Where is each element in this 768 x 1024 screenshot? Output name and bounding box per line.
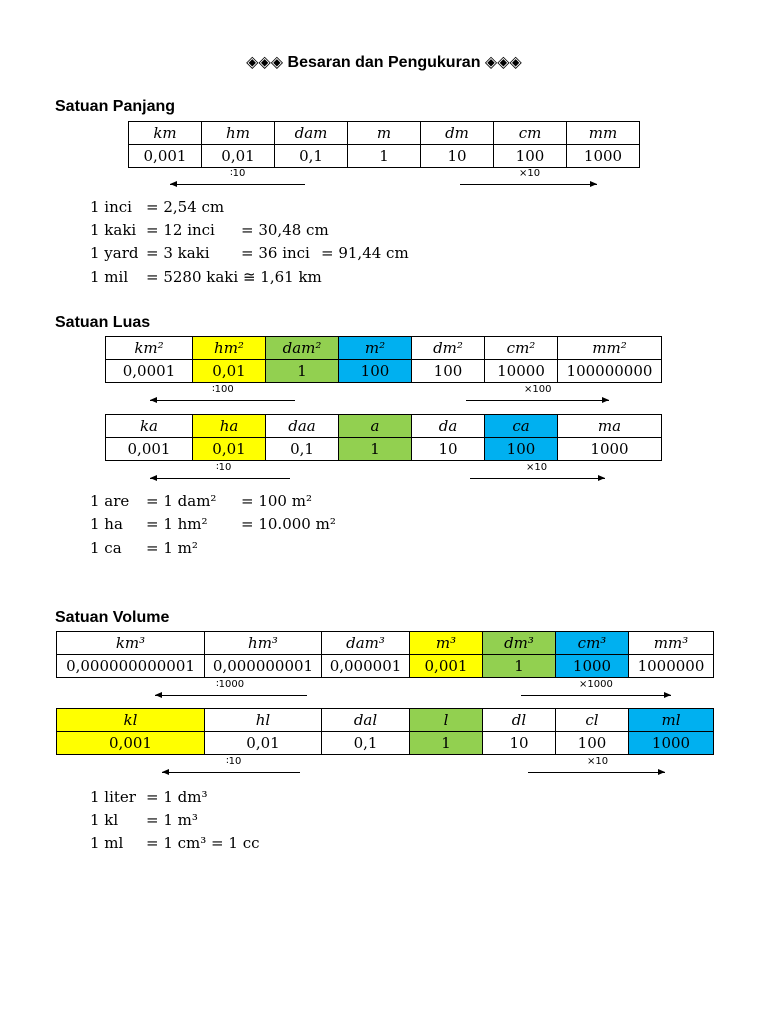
equation-line: 1 mil [90,268,129,286]
right-arrow-icon [521,695,671,696]
heading-satuan-panjang: Satuan Panjang [55,98,176,115]
value-cell: 1000000 [629,655,714,678]
value-cell: 0,000000001 [205,655,322,678]
equation-line: = 2,54 cm [146,198,225,216]
right-arrow-icon [460,184,597,185]
equation-line: 1 kaki [90,221,137,239]
value-cell: 100 [485,438,558,461]
value-cell: 1 [266,360,339,383]
table-satuan-volume-1 [56,631,714,678]
equation-line: = 10.000 m² [241,515,336,533]
unit-cell: cl [556,709,629,732]
divide-note: ∶1000 [216,679,245,690]
value-cell: 0,1 [266,438,339,461]
unit-cell: hl [205,709,322,732]
multiply-note: ×100 [524,384,552,395]
right-arrow-icon [528,772,665,773]
value-cell: 0,1 [275,145,348,168]
value-cell: 0,001 [410,655,483,678]
left-arrow-icon [155,695,307,696]
value-cell: 0,01 [193,438,266,461]
unit-cell: km [129,122,202,145]
equation-line: 1 inci [90,198,132,216]
value-cell: 10 [421,145,494,168]
table-satuan-luas-2 [105,414,662,461]
value-cell: 1000 [558,438,662,461]
unit-cell: cm³ [556,632,629,655]
left-arrow-icon [170,184,305,185]
unit-cell: m [348,122,421,145]
left-arrow-icon [162,772,300,773]
unit-cell: dm² [412,337,485,360]
unit-cell: ca [485,415,558,438]
value-cell: 0,01 [193,360,266,383]
value-cell: 100000000 [558,360,662,383]
value-cell: 1 [410,732,483,755]
unit-cell: cm [494,122,567,145]
value-cell: 1000 [567,145,640,168]
table-satuan-panjang [128,121,640,168]
value-cell: 0,001 [129,145,202,168]
value-cell: 10 [483,732,556,755]
equation-line: 1 ha [90,515,123,533]
value-cell: 0,001 [57,732,205,755]
unit-cell: mm [567,122,640,145]
unit-cell: dam² [266,337,339,360]
equation-line: = 12 inci [146,221,215,239]
unit-cell: ma [558,415,662,438]
equation-line: = 1 dm³ [146,788,208,806]
equation-line: = 3 kaki [146,244,210,262]
unit-cell: m² [339,337,412,360]
unit-cell: a [339,415,412,438]
unit-cell: m³ [410,632,483,655]
value-cell: 1 [348,145,421,168]
unit-cell: dam [275,122,348,145]
equation-line: 1 ml [90,834,124,852]
divide-note: ∶10 [226,756,242,767]
divide-note: ∶10 [230,168,246,179]
unit-cell: ka [106,415,193,438]
unit-cell: dl [483,709,556,732]
equation-line: = 91,44 cm [321,244,409,262]
equation-line: = 1 cm³ = 1 cc [146,834,260,852]
equation-line: = 36 inci [241,244,310,262]
unit-cell: ha [193,415,266,438]
table-satuan-luas-1 [105,336,662,383]
unit-cell: hm² [193,337,266,360]
value-cell: 0,01 [205,732,322,755]
value-cell: 100 [412,360,485,383]
equation-line: 1 kl [90,811,119,829]
unit-cell: km² [106,337,193,360]
value-cell: 100 [556,732,629,755]
value-cell: 0,1 [322,732,410,755]
unit-cell: mm² [558,337,662,360]
unit-cell: l [410,709,483,732]
value-cell: 0,000000000001 [57,655,205,678]
multiply-note: ×10 [519,168,541,179]
value-cell: 1000 [556,655,629,678]
value-cell: 1 [339,438,412,461]
unit-cell: hm [202,122,275,145]
left-arrow-icon [150,400,295,401]
value-cell: 0,000001 [322,655,410,678]
equation-line: 1 liter [90,788,136,806]
unit-cell: dm³ [483,632,556,655]
unit-cell: dam³ [322,632,410,655]
equation-line: 1 ca [90,539,122,557]
value-cell: 10 [412,438,485,461]
heading-satuan-volume: Satuan Volume [55,609,170,626]
value-cell: 0,0001 [106,360,193,383]
heading-satuan-luas: Satuan Luas [55,314,151,331]
unit-cell: km³ [57,632,205,655]
equation-line: = 30,48 cm [241,221,329,239]
value-cell: 100 [339,360,412,383]
unit-cell: hm³ [205,632,322,655]
unit-cell: dal [322,709,410,732]
value-cell: 1 [483,655,556,678]
value-cell: 0,01 [202,145,275,168]
divide-note: ∶10 [216,462,232,473]
value-cell: 0,001 [106,438,193,461]
value-cell: 1000 [629,732,714,755]
unit-cell: kl [57,709,205,732]
equation-line: 1 are [90,492,130,510]
page-title: ◈◈◈ Besaran dan Pengukuran ◈◈◈ [246,54,522,71]
multiply-note: ×1000 [579,679,613,690]
table-satuan-volume-2 [56,708,714,755]
divide-note: ∶100 [212,384,234,395]
unit-cell: mm³ [629,632,714,655]
multiply-note: ×10 [526,462,548,473]
equation-line: = 1 m³ [146,811,198,829]
value-cell: 10000 [485,360,558,383]
left-arrow-icon [150,478,290,479]
unit-cell: ml [629,709,714,732]
right-arrow-icon [470,478,605,479]
right-arrow-icon [466,400,609,401]
unit-cell: cm² [485,337,558,360]
equation-line: = 1 hm² [146,515,208,533]
unit-cell: dm [421,122,494,145]
equation-line: = 1 m² [146,539,198,557]
value-cell: 100 [494,145,567,168]
equation-line: 1 yard [90,244,139,262]
equation-line: = 1 dam² [146,492,217,510]
unit-cell: daa [266,415,339,438]
multiply-note: ×10 [587,756,609,767]
equation-line: = 100 m² [241,492,312,510]
unit-cell: da [412,415,485,438]
equation-line: = 5280 kaki ≅ 1,61 km [146,268,322,286]
